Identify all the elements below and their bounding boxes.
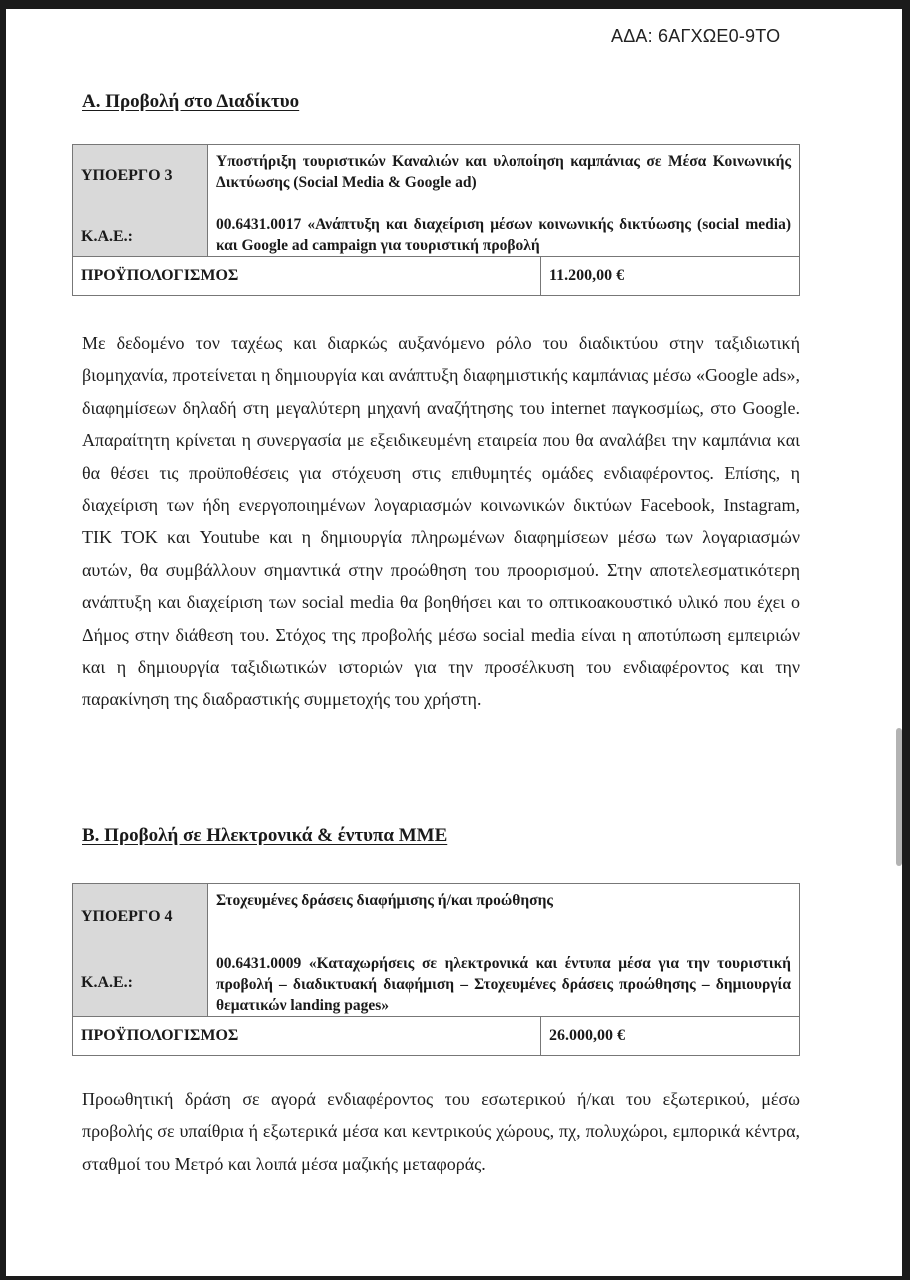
- subproject-3-budget-amount: 11.200,00 €: [541, 257, 800, 296]
- section-b-paragraph: Προωθητική δράση σε αγορά ενδιαφέροντος του εσωτερικού ή/και του εξωτερικού, μέσω προβολής σε υπαίθρια ή εξωτερικά μέσα και κεντρικούς χώρους, πχ, πολυχώροι, εμπορικά κέντρα, σταθμοί του Μετρό και λοιπά μέσα μαζικής μεταφοράς.: [82, 1089, 800, 1174]
- subproject-3-label: ΥΠΟΕΡΓΟ 3: [81, 167, 173, 184]
- subproject-4-budget-label: ΠΡΟΫΠΟΛΟΓΙΣΜΟΣ: [73, 1017, 541, 1056]
- subproject-3-title: Υποστήριξη τουριστικών Καναλιών και υλοποίηση καμπάνιας σε Μέσα Κοινωνικής Δικτύωσης (Social Media & Google ad): [216, 153, 791, 191]
- vertical-scrollbar-thumb[interactable]: [896, 728, 902, 866]
- section-a-paragraph: Με δεδομένο τον ταχέως και διαρκώς αυξανόμενο ρόλο του διαδικτύου στην ταξιδιωτική βιομηχανία, προτείνεται η δημιουργία και ανάπτυξη διαφημιστικής καμπάνιας μέσω «Google ads», διαφημίσεων δηλαδή στη μεγαλύτερη μηχανή αναζήτησης του internet παγκοσμίως, στο Google. Απαραίτητη κρίνεται η συνεργασία με εξειδικευμένη εταιρεία που θα αναλάβει την καμπάνια και θα θέσει τις προϋποθέσεις για στόχευση στις επιθυμητές ομάδες ενδιαφέροντος. Επίσης, η διαχείριση των ήδη ενεργοποιημένων λογαριασμών κοινωνικών δικτύων Facebook, Instagram, TIK TOK και Youtube και η δημιουργία πληρωμένων διαφημίσεων μέσω των λογαριασμών αυτών, θα συμβάλλουν σημαντικά στην προώθηση του προορισμού. Στην αποτελεσματικότερη ανάπτυξη και διαχείριση των social media θα βοηθήσει και το οπτικοακουστικό υλικό που έχει ο Δήμος στην διάθεση του. Στόχος της προβολής μέσω social media είναι η αποτύπωση εμπειριών και η δημιουργία ταξιδιωτικών ιστοριών για την προσέλκυση του ενδιαφέροντος και την παρακίνηση της διαδραστικής συμμετοχής του χρήστη.: [82, 333, 800, 710]
- subproject-3-table: [72, 144, 800, 296]
- subproject-4-budget-amount: 26.000,00 €: [541, 1017, 800, 1056]
- subproject-4-kae-label: Κ.Α.Ε.:: [81, 974, 133, 991]
- subproject-3-label-cell: [73, 145, 208, 257]
- subproject-3-kae-text: 00.6431.0017 «Ανάπτυξη και διαχείριση μέσων κοινωνικής δικτύωσης (social media) και Google ad campaign για τουριστική προβολή: [216, 216, 791, 254]
- section-a-heading: Α. Προβολή στο Διαδίκτυο: [82, 91, 300, 112]
- subproject-3-budget-label: ΠΡΟΫΠΟΛΟΓΙΣΜΟΣ: [73, 257, 541, 296]
- subproject-4-description-cell: [208, 884, 800, 1017]
- subproject-4-table: [72, 883, 800, 1056]
- subproject-4-kae-text: 00.6431.0009 «Καταχωρήσεις σε ηλεκτρονικά και έντυπα μέσα για την τουριστική προβολή – διαδικτυακή διαφήμιση – Στοχευμένες δράσεις προώθησης – δημιουργία θεματικών landing pages»: [216, 955, 791, 1014]
- subproject-3-kae-label: Κ.Α.Ε.:: [81, 228, 133, 245]
- ada-reference: ΑΔΑ: 6ΑΓΧΩΕ0-9ΤΟ: [611, 26, 781, 46]
- document-page: [6, 9, 902, 1276]
- section-b-heading: Β. Προβολή σε Ηλεκτρονικά & έντυπα ΜΜΕ: [82, 825, 448, 846]
- subproject-4-label-cell: [73, 884, 208, 1017]
- subproject-3-description-cell: [208, 145, 800, 257]
- subproject-4-label: ΥΠΟΕΡΓΟ 4: [81, 908, 173, 925]
- subproject-4-title: Στοχευμένες δράσεις διαφήμισης ή/και προώθησης: [216, 892, 553, 909]
